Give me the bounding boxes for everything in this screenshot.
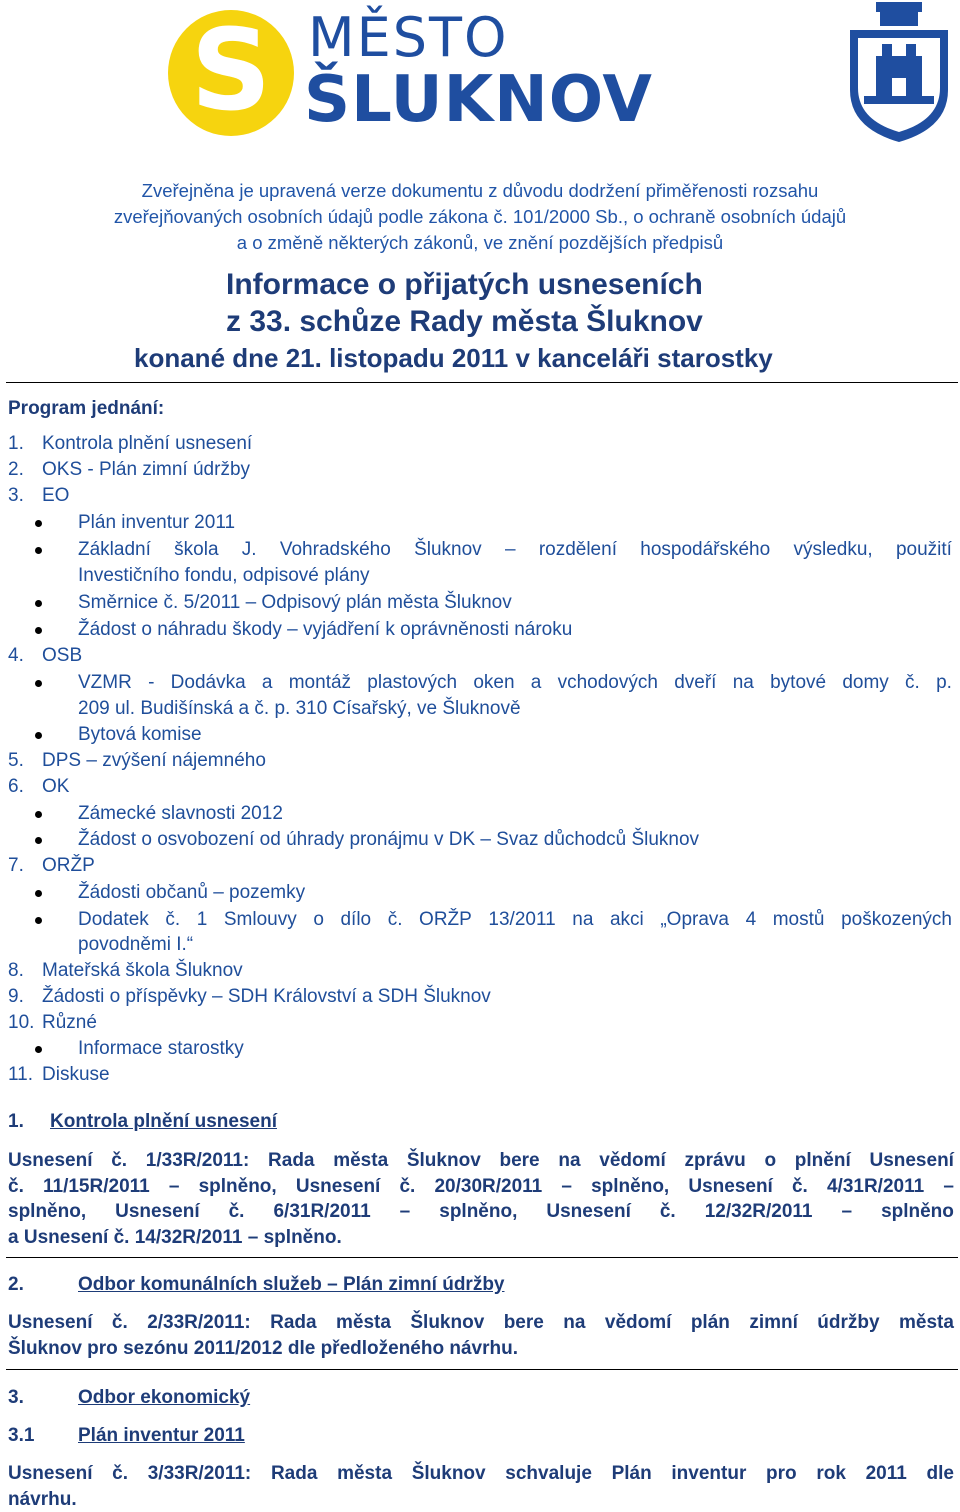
- resolution-line: [8, 1199, 954, 1225]
- word: města: [333, 1148, 388, 1174]
- item-number: 4.: [8, 644, 24, 668]
- item-text: Kontrola plnění usnesení: [42, 432, 252, 456]
- bullet-icon: [35, 732, 42, 739]
- resolution-2: [8, 1310, 954, 1361]
- word: výsledku,: [793, 538, 872, 562]
- word: 1/33R/2011:: [146, 1148, 250, 1174]
- word: č.: [229, 1199, 245, 1225]
- word: –: [841, 1199, 852, 1225]
- word: č.: [112, 1461, 128, 1487]
- word: použití: [896, 538, 952, 562]
- word: splněno,: [8, 1199, 86, 1225]
- word: Usnesení: [688, 1174, 772, 1200]
- word: splněno,: [199, 1174, 277, 1200]
- word: 3/33R/2011:: [148, 1461, 252, 1487]
- resolution-3: [8, 1461, 954, 1512]
- subitem-text: Žádosti občanů – pozemky: [78, 881, 305, 905]
- word: Smlouvy: [224, 908, 297, 932]
- notice-line: zveřejňovaných osobních údajů podle zákona č. 101/2000 Sb., o ochraně osobních údajů: [40, 204, 920, 230]
- word: Usnesení: [869, 1148, 953, 1174]
- word: č.: [792, 1174, 808, 1200]
- word: č.: [112, 1310, 128, 1336]
- logo-word-sluknov: ŠLUKNOV: [304, 62, 653, 138]
- word: akci: [610, 908, 644, 932]
- word: splněno: [881, 1199, 954, 1225]
- word: č.: [111, 1148, 127, 1174]
- word: č.: [905, 671, 920, 695]
- divider: [6, 382, 958, 383]
- bullet-icon: [35, 680, 42, 687]
- word: Rada: [268, 1148, 314, 1174]
- anonymization-notice: [40, 178, 920, 256]
- word: č.: [165, 908, 180, 932]
- word: plán: [691, 1310, 730, 1336]
- coat-of-arms-icon: [846, 0, 952, 144]
- item-number: 2.: [8, 458, 24, 482]
- word: montáž: [289, 671, 351, 695]
- word: Dodávka: [171, 671, 246, 695]
- resolution-line: [8, 1310, 954, 1336]
- item-number: 11.: [8, 1063, 33, 1087]
- program-label: Program jednání:: [8, 396, 164, 422]
- word: na: [572, 908, 593, 932]
- resolution-line: [8, 1174, 954, 1200]
- notice-line: Zveřejněna je upravená verze dokumentu z důvodu dodržení přiměřenosti rozsahu: [40, 178, 920, 204]
- logo-word-mesto: MĚSTO: [308, 8, 508, 68]
- word: údržby: [817, 1310, 879, 1336]
- word: vědomí: [605, 1310, 672, 1336]
- word: poškozených: [841, 908, 952, 932]
- word: Rada: [270, 1310, 316, 1336]
- resolution-line: [8, 1148, 954, 1174]
- item-number: 1.: [8, 432, 24, 456]
- word: 1: [197, 908, 208, 932]
- item-text: Žádosti o příspěvky – SDH Království a SDH Šluknov: [42, 985, 491, 1009]
- subitem-text: Žádost o náhradu škody – vyjádření k oprávněnosti nároku: [78, 618, 572, 642]
- word: oken: [473, 671, 514, 695]
- word: –: [561, 1174, 572, 1200]
- resolution-line: a Usnesení č. 14/32R/2011 – splněno.: [8, 1225, 954, 1251]
- word: Šluknov: [414, 538, 482, 562]
- item-number: 6.: [8, 775, 24, 799]
- word: ORŽP: [419, 908, 472, 932]
- word: Šluknov: [407, 1148, 481, 1174]
- word: Základní: [78, 538, 151, 562]
- word: škola: [174, 538, 218, 562]
- subitem-text: Plán inventur 2011: [78, 511, 235, 535]
- resolution-line: návrhu.: [8, 1487, 954, 1512]
- word: vědomí: [599, 1148, 666, 1174]
- notice-line: a o změně některých zákonů, ve znění pozdějších předpisů: [40, 230, 920, 256]
- word: na: [558, 1148, 580, 1174]
- word: 4: [746, 908, 757, 932]
- item-text: Různé: [42, 1011, 97, 1035]
- bullet-icon: [35, 600, 42, 607]
- item-text: OKS - Plán zimní údržby: [42, 458, 250, 482]
- word: Usnesení: [296, 1174, 380, 1200]
- word: 2011: [866, 1461, 907, 1487]
- item-number: 7.: [8, 854, 24, 878]
- word: splněno,: [591, 1174, 669, 1200]
- word: bytové: [770, 671, 826, 695]
- word: p.: [936, 671, 952, 695]
- resolution-line: [8, 1461, 954, 1487]
- page-title: Informace o přijatých usneseních: [226, 266, 703, 304]
- subitem-text: Směrnice č. 5/2011 – Odpisový plán města Šluknov: [78, 591, 512, 615]
- word: splněno,: [439, 1199, 517, 1225]
- divider: [6, 1257, 958, 1258]
- word: 2/33R/2011:: [147, 1310, 251, 1336]
- word: na: [733, 671, 754, 695]
- word: zimní: [749, 1310, 798, 1336]
- item-text: Diskuse: [42, 1063, 110, 1087]
- word: bere: [499, 1148, 539, 1174]
- word: Dodatek: [78, 908, 149, 932]
- subitem-text: Bytová komise: [78, 723, 202, 747]
- word: plnění: [795, 1148, 851, 1174]
- item-text: ORŽP: [42, 854, 95, 878]
- word: Usnesení: [8, 1148, 92, 1174]
- logo-letter: S: [168, 8, 294, 134]
- subitem-text: [78, 671, 952, 695]
- word: 20/30R/2011: [434, 1174, 542, 1200]
- word: Šluknov: [410, 1310, 484, 1336]
- word: města: [336, 1310, 391, 1336]
- item-number: 9.: [8, 985, 24, 1009]
- subitem-text: [78, 908, 952, 932]
- item-number: 5.: [8, 749, 24, 773]
- bullet-icon: [35, 811, 42, 818]
- word: a: [531, 671, 542, 695]
- bullet-icon: [35, 520, 42, 527]
- item-text: OK: [42, 775, 69, 799]
- subitem-text: povodněmi I.“: [78, 933, 193, 957]
- word: Usnesení: [115, 1199, 199, 1225]
- word: č.: [399, 1174, 415, 1200]
- bullet-icon: [35, 547, 42, 554]
- word: na: [563, 1310, 585, 1336]
- word: -: [148, 671, 154, 695]
- word: domy: [842, 671, 888, 695]
- word: 6/31R/2011: [273, 1199, 370, 1225]
- word: města: [337, 1461, 392, 1487]
- word: Rada: [271, 1461, 317, 1487]
- word: schvaluje: [505, 1461, 592, 1487]
- word: –: [505, 538, 516, 562]
- word: dle: [927, 1461, 954, 1487]
- item-text: Mateřská škola Šluknov: [42, 959, 243, 983]
- section-title: Kontrola plnění usnesení: [50, 1110, 277, 1134]
- section-title: Plán inventur 2011: [78, 1424, 245, 1448]
- word: hospodářského: [640, 538, 770, 562]
- word: č.: [8, 1174, 24, 1200]
- section-number: 3.1: [8, 1424, 34, 1448]
- section-number: 2.: [8, 1273, 24, 1297]
- word: o: [764, 1148, 776, 1174]
- word: –: [943, 1174, 954, 1200]
- word: zprávu: [685, 1148, 746, 1174]
- word: Plán: [612, 1461, 652, 1487]
- word: Usnesení: [8, 1461, 92, 1487]
- word: vchodových: [558, 671, 658, 695]
- word: 4/31R/2011: [827, 1174, 924, 1200]
- bullet-icon: [35, 890, 42, 897]
- section-number: 3.: [8, 1386, 24, 1410]
- city-logo: [168, 6, 788, 146]
- word: inventur: [671, 1461, 746, 1487]
- item-number: 10.: [8, 1011, 34, 1035]
- word: J.: [242, 538, 257, 562]
- word: plastových: [367, 671, 457, 695]
- word: mostů: [773, 908, 825, 932]
- bullet-icon: [35, 917, 42, 924]
- subitem-text: Investičního fondu, odpisové plány: [78, 564, 370, 588]
- item-text: OSB: [42, 644, 82, 668]
- section-number: 1.: [8, 1110, 24, 1134]
- subitem-text: Žádost o osvobození od úhrady pronájmu v DK – Svaz důchodců Šluknov: [78, 828, 699, 852]
- word: města: [899, 1310, 954, 1336]
- word: bere: [504, 1310, 544, 1336]
- bullet-icon: [35, 837, 42, 844]
- word: rozdělení: [539, 538, 617, 562]
- word: Usnesení: [8, 1310, 92, 1336]
- word: o: [313, 908, 324, 932]
- item-text: DPS – zvýšení nájemného: [42, 749, 266, 773]
- word: č.: [388, 908, 403, 932]
- meeting-date: konané dne 21. listopadu 2011 v kanceláři starostky: [134, 340, 773, 376]
- word: a: [262, 671, 273, 695]
- word: Šluknov: [412, 1461, 486, 1487]
- word: 13/2011: [488, 908, 555, 932]
- word: –: [169, 1174, 180, 1200]
- item-number: 8.: [8, 959, 24, 983]
- word: dílo: [340, 908, 371, 932]
- word: dveří: [674, 671, 716, 695]
- word: VZMR: [78, 671, 132, 695]
- divider: [6, 1369, 958, 1370]
- word: pro: [766, 1461, 797, 1487]
- subitem-text: 209 ul. Budišínská a č. p. 310 Císařský, ve Šluknově: [78, 697, 521, 721]
- word: rok: [816, 1461, 846, 1487]
- bullet-icon: [35, 627, 42, 634]
- bullet-icon: [35, 1046, 42, 1053]
- section-title: Odbor komunálních služeb – Plán zimní údržby: [78, 1273, 505, 1297]
- item-text: EO: [42, 484, 69, 508]
- word: –: [400, 1199, 411, 1225]
- subitem-text: [78, 538, 952, 562]
- word: Usnesení: [546, 1199, 630, 1225]
- word: Vohradského: [280, 538, 391, 562]
- word: 12/32R/2011: [705, 1199, 813, 1225]
- section-title: Odbor ekonomický: [78, 1386, 250, 1410]
- subitem-text: Informace starostky: [78, 1037, 244, 1061]
- word: č.: [660, 1199, 676, 1225]
- word: 11/15R/2011: [43, 1174, 150, 1200]
- subitem-text: Zámecké slavnosti 2012: [78, 802, 283, 826]
- resolution-line: Šluknov pro sezónu 2011/2012 dle předloženého návrhu.: [8, 1336, 954, 1362]
- page-subtitle: z 33. schůze Rady města Šluknov: [226, 303, 703, 341]
- word: „Oprava: [660, 908, 729, 932]
- item-number: 3.: [8, 484, 24, 508]
- resolution-1: [8, 1148, 954, 1250]
